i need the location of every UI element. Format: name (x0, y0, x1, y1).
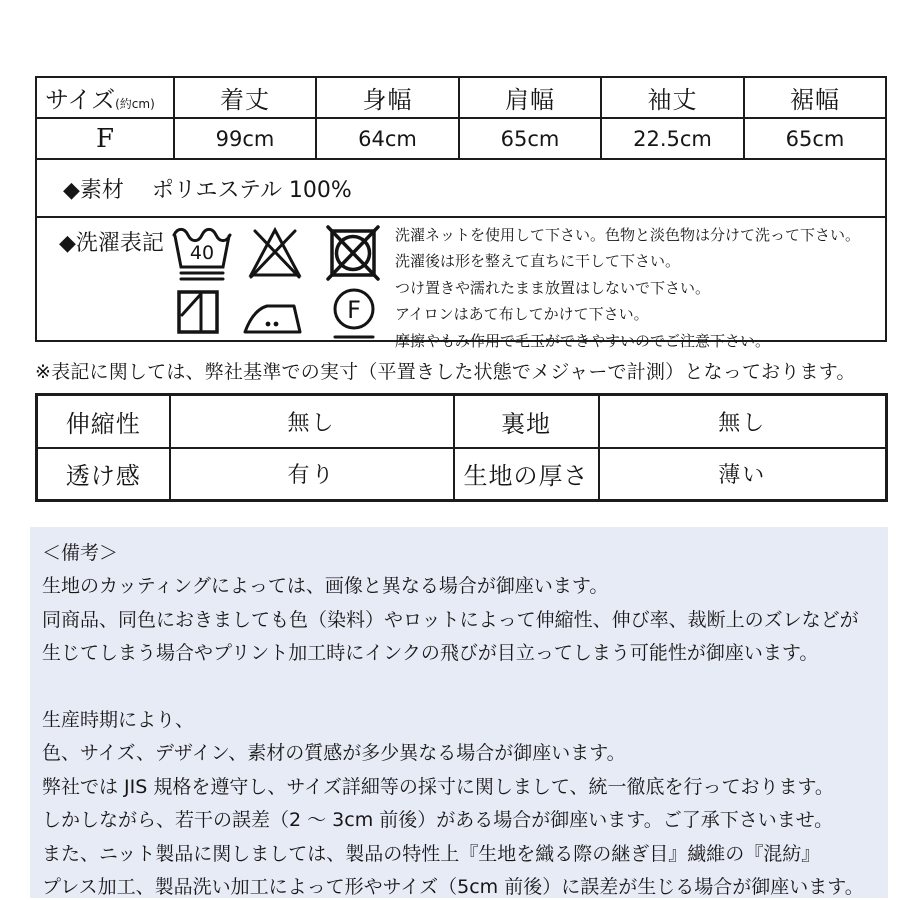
care-instruction-line: 洗濯後は形を整えて直ちに干して下さい。 (395, 252, 681, 271)
care-row (36, 217, 886, 341)
spec-label-lining: 裏地 (454, 395, 599, 448)
wash-temp-number: 40 (189, 242, 215, 264)
no-bleach-icon (246, 226, 304, 280)
spec-row (37, 395, 887, 448)
care-label: ◆洗濯表記 (59, 231, 164, 256)
care-cell (36, 217, 886, 350)
remark-line: また、ニット製品に関しましては、製品の特性上『生地を織る際の継ぎ目』繊維の『混紡』 (42, 842, 821, 865)
remark-line: 生地のカッティングによっては、画像と異なる場合が御座います。 (42, 575, 609, 598)
remarks-section (30, 527, 888, 898)
size-header-cell (36, 77, 174, 118)
remark-line: 色、サイズ、デザイン、素材の質感が多少異なる場合が御座います。 (42, 742, 626, 765)
col-header-body-length: 着丈 (174, 77, 316, 118)
spec-value-sheerness: 有り (170, 448, 454, 501)
size-value-row (36, 118, 886, 159)
material-label: ◆素材 (63, 177, 124, 203)
material-row (36, 159, 886, 217)
material-cell (36, 159, 886, 217)
value-hem-width: 65cm (744, 118, 886, 159)
care-instruction-line: アイロンはあて布してかけて下さい。 (395, 305, 649, 324)
value-shoulder-width: 65cm (459, 118, 601, 159)
value-sleeve-length: 22.5cm (601, 118, 744, 159)
spec-label-sheerness: 透け感 (37, 448, 170, 501)
remark-line: 弊社では JIS 規格を遵守し、サイズ詳細等の採寸に関しまして、統一徹底を行っております。 (42, 775, 834, 798)
remarks-title: ＜備考＞ (42, 542, 119, 564)
iron-medium-icon (243, 294, 303, 336)
dry-clean-f-gentle-icon (328, 286, 380, 342)
col-header-hem-width: 裾幅 (744, 77, 886, 118)
col-header-body-width: 身幅 (316, 77, 459, 118)
wash-40-gentle-icon (168, 222, 236, 284)
size-header-unit: (約cm) (115, 97, 155, 111)
spec-value-fabric-thickness: 薄い (599, 448, 887, 501)
material-value: ポリエステル 100% (151, 177, 352, 203)
spec-value-lining: 無し (599, 395, 887, 448)
size-name: F (36, 118, 174, 159)
measurement-note: ※表記に関しては、弊社基準での実寸（平置きした状態でメジャーで計測）となっております。 (35, 361, 856, 383)
value-body-width: 64cm (316, 118, 459, 159)
spec-row (37, 448, 887, 501)
care-instruction-line: 摩擦やもみ作用で毛玉ができやすいのでご注意下さい。 (395, 331, 771, 350)
col-header-sleeve-length: 袖丈 (601, 77, 744, 118)
remark-line: 同商品、同色におきましても色（染料）やロットによって伸縮性、伸び率、裁断上のズレなどが (42, 608, 859, 631)
care-instruction-line: 洗濯ネットを使用して下さい。色物と淡色物は分けて洗って下さい。 (395, 226, 861, 244)
remark-line (42, 671, 876, 704)
fabric-spec-table (35, 393, 888, 502)
spec-label-fabric-thickness: 生地の厚さ (454, 448, 599, 501)
line-dry-in-shade-icon (175, 288, 221, 336)
care-instructions (395, 222, 867, 354)
col-header-shoulder-width: 肩幅 (459, 77, 601, 118)
care-instruction-line: つけ置きや濡れたまま放置はしないで下さい。 (395, 278, 711, 297)
size-header-label: サイズ (45, 86, 116, 114)
spec-label-stretch: 伸縮性 (37, 395, 170, 448)
remark-line: しかしながら、若干の誤差（2 ～ 3cm 前後）がある場合が御座います。ご了承下さいませ。 (42, 809, 834, 832)
dry-clean-letter: F (347, 296, 361, 324)
remark-line: プレス加工、製品洗い加工によって形やサイズ（5cm 前後）に誤差が生じる場合が御座います。 (42, 876, 864, 899)
remark-line: 生じてしまう場合やプリント加工時にインクの飛びが目立ってしまう可能性が御座います。 (42, 642, 819, 665)
remark-line: 生産時期により、 (42, 709, 195, 732)
spec-value-stretch: 無し (170, 395, 454, 448)
value-body-length: 99cm (174, 118, 316, 159)
no-tumble-dry-icon (324, 225, 382, 281)
size-spec-table (35, 76, 887, 350)
size-header-row (36, 77, 886, 118)
